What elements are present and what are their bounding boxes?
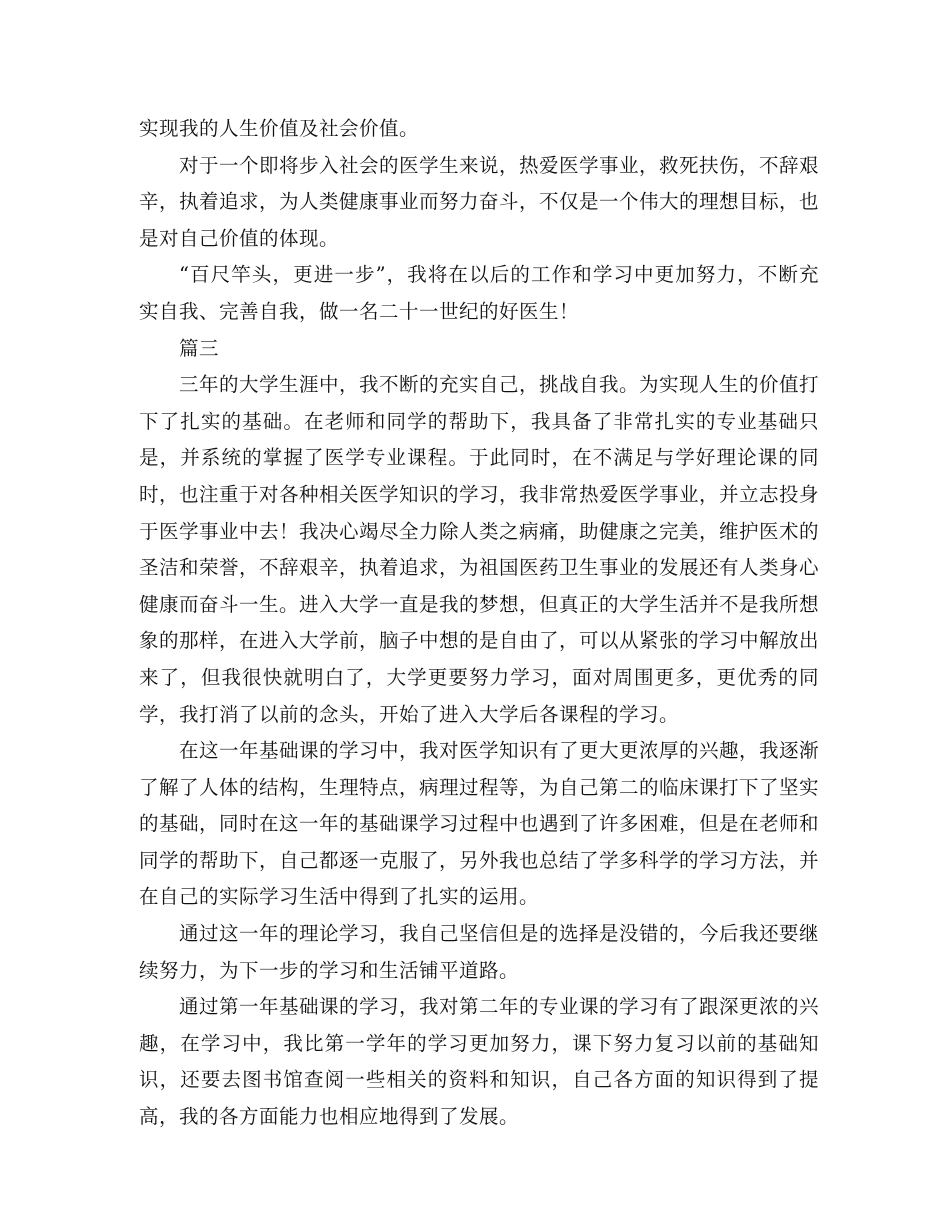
document-body [139,111,819,1136]
paragraph-second-year: 通过第一年基础课的学习，我对第二年的专业课的学习有了跟深更浓的兴趣，在学习中，我比第一学年的学习更加努力，课下努力复习以前的基础知识，还要去图书馆查阅一些相关的资料和知识，自己各方面的知识得到了提高，我的各方面能力也相应地得到了发展。 [139,995,819,1129]
paragraph-closing-quote: “百尺竿头，更进一步”，我将在以后的工作和学习中更加努力，不断充实自我、完善自我，做一名二十一世纪的好医生！ [139,263,819,323]
paragraph-basic-courses: 在这一年基础课的学习中，我对医学知识有了更大更浓厚的兴趣，我逐渐了解了人体的结构，生理特点，病理过程等，为自己第二的临床课打下了坚实的基础，同时在这一年的基础课学习过程中也遇到了许多困难，但是在老师和同学的帮助下，自己都逐一克服了，另外我也总结了学多科学的学习方法，并在自己的实际学习生活中得到了扎实的运用。 [139,739,820,909]
paragraph-theory-study: 通过这一年的理论学习，我自己坚信但是的选择是没错的，今后我还要继续努力，为下一步的学习和生活铺平道路。 [139,922,819,982]
paragraph-college-years: 三年的大学生涯中，我不断的充实自己，挑战自我。为实现人生的价值打下了扎实的基础。在老师和同学的帮助下，我具备了非常扎实的专业基础只是，并系统的掌握了医学专业课程。于此同时，在不满足与学好理论课的同时，也注重于对各种相关医学知识的学习，我非常热爱医学事业，并立志投身于医学事业中去！我决心竭尽全力除人类之病痛，助健康之完美，维护医术的圣洁和荣誉，不辞艰辛，执着追求，为祖国医药卫生事业的发展还有人类身心健康而奋斗一生。进入大学一直是我的梦想，但真正的大学生活并不是我所想象的那样，在进入大学前，脑子中想的是自由了，可以从紧张的学习中解放出来了，但我很快就明白了，大学更要努力学习，面对周围更多，更优秀的同学，我打消了以前的念头，开始了进入大学后各课程的学习。 [139,373,820,726]
paragraph-continuation: 实现我的人生价值及社会价值。 [139,117,420,140]
paragraph-medical-student: 对于一个即将步入社会的医学生来说，热爱医学事业，救死扶伤，不辞艰辛，执着追求，为人类健康事业而努力奋斗，不仅是一个伟大的理想目标，也是对自己价值的体现。 [139,153,820,250]
section-heading-part-three: 篇三 [178,336,219,360]
